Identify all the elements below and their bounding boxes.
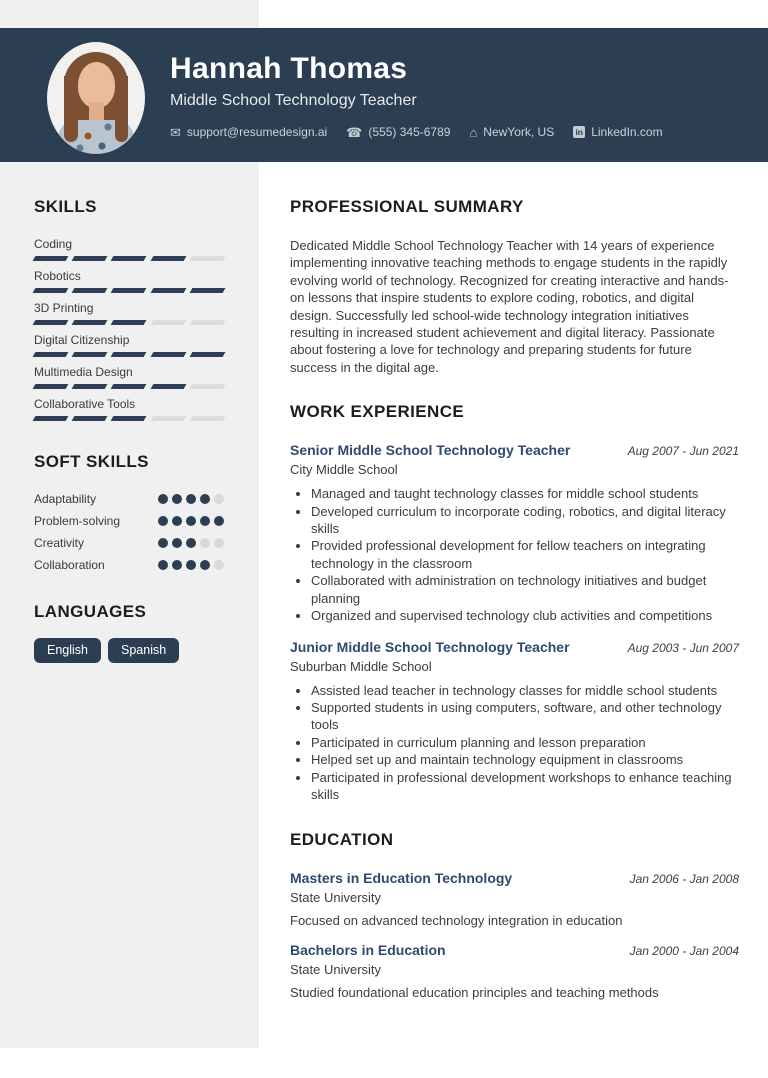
rating-dot (186, 494, 196, 504)
experience-heading: WORK EXPERIENCE (290, 402, 465, 422)
rating-dot (186, 538, 196, 548)
job-dates: Aug 2007 - Jun 2021 (627, 444, 739, 459)
rating-dot (186, 516, 196, 526)
education-heading: EDUCATION (290, 830, 394, 850)
soft-skill-row (34, 532, 224, 554)
languages-heading: LANGUAGES (34, 602, 147, 621)
degree-entry (290, 870, 739, 929)
rating-dot (172, 494, 182, 504)
skill-bar-segment (72, 320, 108, 325)
soft-skill-row (34, 488, 224, 510)
skill-bar (34, 256, 224, 261)
contact-location (469, 125, 554, 139)
contact-linkedin (573, 125, 662, 139)
profile-photo (47, 42, 145, 154)
contact-location-text: NewYork, US (483, 125, 555, 139)
contact-row (170, 125, 663, 139)
job-bullet: • Organized and supervised technology club activities and competitions (311, 607, 739, 624)
skill-bar-segment (111, 384, 147, 389)
skill-bar-segment (33, 320, 69, 325)
skill-bar (34, 416, 224, 421)
skill-label: 3D Printing (34, 301, 94, 315)
contact-phone (346, 125, 450, 139)
degree-header (290, 942, 739, 958)
language-pill: English (34, 638, 101, 663)
skill-bar-segment (33, 352, 69, 357)
degree-title: Bachelors in Education (290, 942, 446, 959)
rating-dot (200, 494, 210, 504)
skill-bar-segment (189, 256, 225, 261)
skill-bar-segment (189, 288, 225, 293)
job-bullet: • Collaborated with administration on technology initiatives and budget planning (311, 572, 739, 607)
skill-bar (34, 320, 224, 325)
header-band (0, 28, 768, 162)
skill-bar-segment (189, 416, 225, 421)
envelope-icon: ✉ (170, 124, 181, 140)
education-section (290, 830, 739, 1001)
skill-bar (34, 288, 224, 293)
soft-skills-heading: SOFT SKILLS (34, 452, 149, 471)
job-title: Junior Middle School Technology Teacher (290, 638, 570, 655)
rating-dots (158, 494, 224, 504)
degree-description: Studied foundational education principles and teaching methods (290, 985, 659, 1001)
rating-dot (158, 516, 168, 526)
summary-section (290, 197, 739, 376)
language-pills (34, 638, 224, 663)
degree-title: Masters in Education Technology (290, 870, 513, 887)
job-header (290, 639, 739, 655)
skill-bar-segment (150, 256, 186, 261)
skill-bar-segment (72, 352, 108, 357)
job-dates: Aug 2003 - Jun 2007 (627, 640, 739, 655)
skill-bar-segment (150, 288, 186, 293)
contact-email-text: support@resumedesign.ai (186, 125, 328, 139)
rating-dot (158, 538, 168, 548)
soft-skill-label: Creativity (34, 536, 85, 550)
home-icon: ⌂ (469, 124, 478, 140)
job-bullet: • Assisted lead teacher in technology classes for middle school students (311, 682, 739, 699)
job-bullet: • Participated in professional development workshops to enhance teaching skills (311, 769, 739, 804)
rating-dot (186, 560, 196, 570)
header-text-block (170, 53, 663, 139)
degree-entry (290, 942, 739, 1001)
skill-bar-segment (72, 384, 108, 389)
person-job-title: Middle School Technology Teacher (170, 92, 417, 109)
job-bullet: • Helped set up and maintain technology equipment in classrooms (311, 751, 739, 768)
job-entry (290, 442, 739, 624)
skill-bar (34, 352, 224, 357)
summary-text: Dedicated Middle School Technology Teacher with 14 years of experience implementing innovative teaching methods to engage students in the rapidly evolving world of technology. Recognized for creating interactive and hands-on lessons that inspire students to explore coding, robotics, and digital design. Successfully led school-wide technology integration initiatives resulting in increased student achievement and digital literacy. Passionate about fostering a love for technology and preparing students for future success in the digital age. (290, 238, 729, 375)
skill-item (34, 397, 224, 421)
skill-bar (34, 384, 224, 389)
job-bullet: • Managed and taught technology classes for middle school students (311, 485, 739, 502)
job-bullet: • Supported students in using computers, software, and other technology tools (311, 699, 739, 734)
job-header (290, 442, 739, 458)
skill-item (34, 333, 224, 357)
rating-dot (200, 560, 210, 570)
skill-bar-segment (33, 384, 69, 389)
summary-heading: PROFESSIONAL SUMMARY (290, 197, 524, 216)
person-name: Hannah Thomas (170, 52, 408, 85)
job-entry (290, 639, 739, 804)
skill-bar-segment (189, 352, 225, 357)
skill-item (34, 365, 224, 389)
rating-dot (214, 516, 224, 526)
job-company: City Middle School (290, 462, 398, 478)
skill-bar-segment (33, 256, 69, 261)
skills-section (34, 197, 224, 429)
contact-linkedin-text: LinkedIn.com (591, 125, 663, 139)
degree-description: Focused on advanced technology integration in education (290, 913, 623, 929)
job-company: Suburban Middle School (290, 658, 432, 674)
skill-bar-segment (111, 320, 147, 325)
rating-dot (214, 494, 224, 504)
job-bullet: • Developed curriculum to incorporate coding, robotics, and digital literacy skills (311, 503, 739, 538)
soft-skill-label: Adaptability (34, 492, 97, 506)
rating-dot (200, 516, 210, 526)
skill-bar-segment (150, 384, 186, 389)
job-bullet-list (290, 485, 739, 624)
skill-bar-segment (72, 288, 108, 293)
job-bullet: • Participated in curriculum planning and lesson preparation (311, 734, 739, 751)
soft-skill-label: Problem-solving (34, 514, 121, 528)
skill-label: Multimedia Design (34, 365, 133, 379)
phone-icon: ☎ (346, 124, 363, 140)
skill-bar-segment (111, 416, 147, 421)
experience-section (290, 402, 739, 803)
skills-heading: SKILLS (34, 197, 97, 216)
rating-dot (200, 538, 210, 548)
contact-phone-text: (555) 345-6789 (368, 125, 451, 139)
skill-bar-segment (33, 288, 69, 293)
skill-bar-segment (150, 416, 186, 421)
job-bullet-list (290, 682, 739, 804)
rating-dot (172, 516, 182, 526)
degree-school: State University (290, 962, 382, 978)
rating-dot (172, 538, 182, 548)
rating-dots (158, 516, 224, 526)
skill-bar-segment (33, 416, 69, 421)
soft-skills-section (34, 452, 224, 576)
skill-bar-segment (72, 416, 108, 421)
rating-dot (172, 560, 182, 570)
rating-dot (158, 494, 168, 504)
skill-bar-segment (189, 320, 225, 325)
degree-school: State University (290, 890, 382, 906)
rating-dots (158, 560, 224, 570)
skill-item (34, 237, 224, 261)
avatar-hair-strand-left (64, 76, 78, 142)
skill-label: Digital Citizenship (34, 333, 130, 347)
skill-label: Coding (34, 237, 73, 251)
language-pill: Spanish (108, 638, 179, 663)
skill-label: Robotics (34, 269, 81, 283)
avatar-hair-strand-right (115, 76, 128, 142)
job-title: Senior Middle School Technology Teacher (290, 442, 571, 459)
skill-item (34, 269, 224, 293)
degree-dates: Jan 2006 - Jan 2008 (629, 872, 739, 887)
skill-bar-segment (189, 384, 225, 389)
soft-skill-label: Collaboration (34, 558, 105, 572)
degree-header (290, 870, 739, 886)
degree-dates: Jan 2000 - Jan 2004 (629, 944, 739, 959)
skill-bar-segment (72, 256, 108, 261)
contact-email (170, 125, 327, 139)
skill-bar-segment (111, 352, 147, 357)
rating-dot (214, 560, 224, 570)
soft-skill-row (34, 510, 224, 532)
linkedin-icon: in (573, 126, 585, 138)
skill-bar-segment (111, 256, 147, 261)
soft-skill-row (34, 554, 224, 576)
skill-bar-segment (111, 288, 147, 293)
skill-item (34, 301, 224, 325)
skill-label: Collaborative Tools (34, 397, 136, 411)
skill-bar-segment (150, 320, 186, 325)
rating-dot (214, 538, 224, 548)
main-column (290, 197, 739, 1001)
skill-bar-segment (150, 352, 186, 357)
languages-section (34, 602, 224, 663)
rating-dots (158, 538, 224, 548)
job-bullet: • Provided professional development for fellow teachers on integrating technology in the classroom (311, 537, 739, 572)
rating-dot (158, 560, 168, 570)
